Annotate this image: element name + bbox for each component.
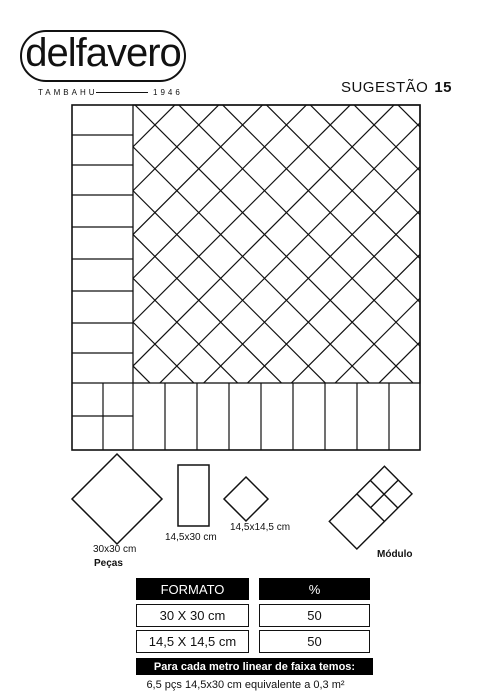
tile-joint-line bbox=[70, 103, 422, 453]
tile-joint-line bbox=[70, 103, 422, 453]
table-header-percent: % bbox=[259, 578, 370, 600]
piece-14x14-label: 14,5x14,5 cm bbox=[230, 522, 291, 533]
tile-joint-line bbox=[70, 103, 422, 453]
bottom-border-band bbox=[72, 383, 389, 450]
tile-joint-line bbox=[70, 103, 422, 453]
tile-joint-line bbox=[70, 103, 422, 453]
tile-joint-line bbox=[70, 103, 422, 453]
brand-divider bbox=[96, 92, 148, 93]
tile-joint-line bbox=[70, 103, 422, 453]
tile-joint-line bbox=[70, 103, 422, 453]
tile-joint-line bbox=[70, 103, 422, 453]
suggestion-label: SUGESTÃO bbox=[340, 79, 429, 96]
suggestion-title bbox=[341, 79, 452, 96]
tile-joint-line bbox=[70, 103, 422, 453]
tile-joint-line bbox=[70, 103, 422, 453]
tile-joint-line bbox=[70, 103, 422, 453]
tile-joint-line bbox=[70, 103, 422, 453]
tile-joint-line bbox=[70, 103, 422, 453]
tile-joint-line bbox=[70, 103, 422, 453]
table-cell-format: 30 X 30 cm bbox=[136, 604, 249, 627]
tile-joint-line bbox=[70, 103, 422, 453]
tile-joint-line bbox=[70, 103, 422, 453]
tile-joint-line bbox=[70, 103, 422, 453]
brand-logo bbox=[16, 6, 192, 98]
tile-joint-line bbox=[70, 103, 422, 453]
piece-30x30-drawing bbox=[70, 452, 165, 547]
tile-joint-line bbox=[70, 103, 422, 453]
note-title: Para cada metro linear de faixa temos: bbox=[136, 658, 373, 675]
table-cell-format: 14,5 X 14,5 cm bbox=[136, 630, 249, 653]
piece-30x30-label: 30x30 cm bbox=[93, 544, 137, 555]
tile-joint-line bbox=[70, 103, 422, 453]
table-header-format: FORMATO bbox=[136, 578, 249, 600]
piece-14x14-drawing bbox=[222, 475, 270, 523]
suggestion-number: 15 bbox=[434, 79, 452, 96]
brand-year: 1946 bbox=[153, 88, 183, 97]
tile-joint-line bbox=[70, 103, 422, 453]
tile-joint-line bbox=[70, 103, 422, 453]
module-drawing bbox=[315, 452, 427, 564]
tile-joint-line bbox=[70, 103, 422, 453]
module-label: Módulo bbox=[377, 549, 413, 560]
brand-wordmark: delfavero bbox=[20, 30, 186, 82]
tile-joint-line bbox=[70, 103, 422, 453]
tile-joint-line bbox=[70, 103, 422, 453]
pieces-label: Peças bbox=[94, 558, 123, 569]
diagonal-field bbox=[70, 103, 422, 453]
pattern-frame bbox=[72, 105, 420, 450]
tile-joint-line bbox=[70, 103, 422, 453]
tile-joint-line bbox=[70, 103, 422, 453]
tile-joint-line bbox=[70, 103, 422, 453]
table-cell-percent: 50 bbox=[259, 604, 370, 627]
tile-joint-line bbox=[70, 103, 422, 453]
tile-joint-line bbox=[222, 103, 422, 453]
tile-joint-line bbox=[70, 103, 422, 453]
tile-joint-line bbox=[70, 103, 422, 453]
layout-pattern-drawing bbox=[70, 103, 422, 453]
tile-joint-line bbox=[70, 103, 422, 453]
tile-joint-line bbox=[70, 103, 422, 453]
tile-joint-line bbox=[70, 103, 395, 453]
tile-joint-line bbox=[70, 103, 422, 453]
note-text: 6,5 pçs 14,5x30 cm equivalente a 0,3 m² bbox=[146, 679, 345, 691]
tile-joint-line bbox=[70, 103, 307, 453]
tile-joint-line bbox=[70, 103, 422, 453]
tile-joint-line bbox=[70, 103, 422, 453]
tile-joint-line bbox=[70, 103, 422, 453]
tile-joint-line bbox=[70, 103, 422, 453]
tile-joint-line bbox=[70, 103, 422, 453]
left-border-band bbox=[72, 135, 133, 383]
table-cell-percent: 50 bbox=[259, 630, 370, 653]
piece-14x30-drawing bbox=[176, 463, 212, 529]
tile-joint-line bbox=[70, 103, 422, 453]
tile-joint-line bbox=[70, 103, 422, 453]
tile-joint-line bbox=[70, 103, 422, 453]
piece-14x30-label: 14,5x30 cm bbox=[165, 532, 217, 543]
brand-place: TAMBAHU bbox=[38, 88, 98, 97]
tile-joint-line bbox=[70, 103, 422, 453]
tile-joint-line bbox=[70, 103, 422, 453]
